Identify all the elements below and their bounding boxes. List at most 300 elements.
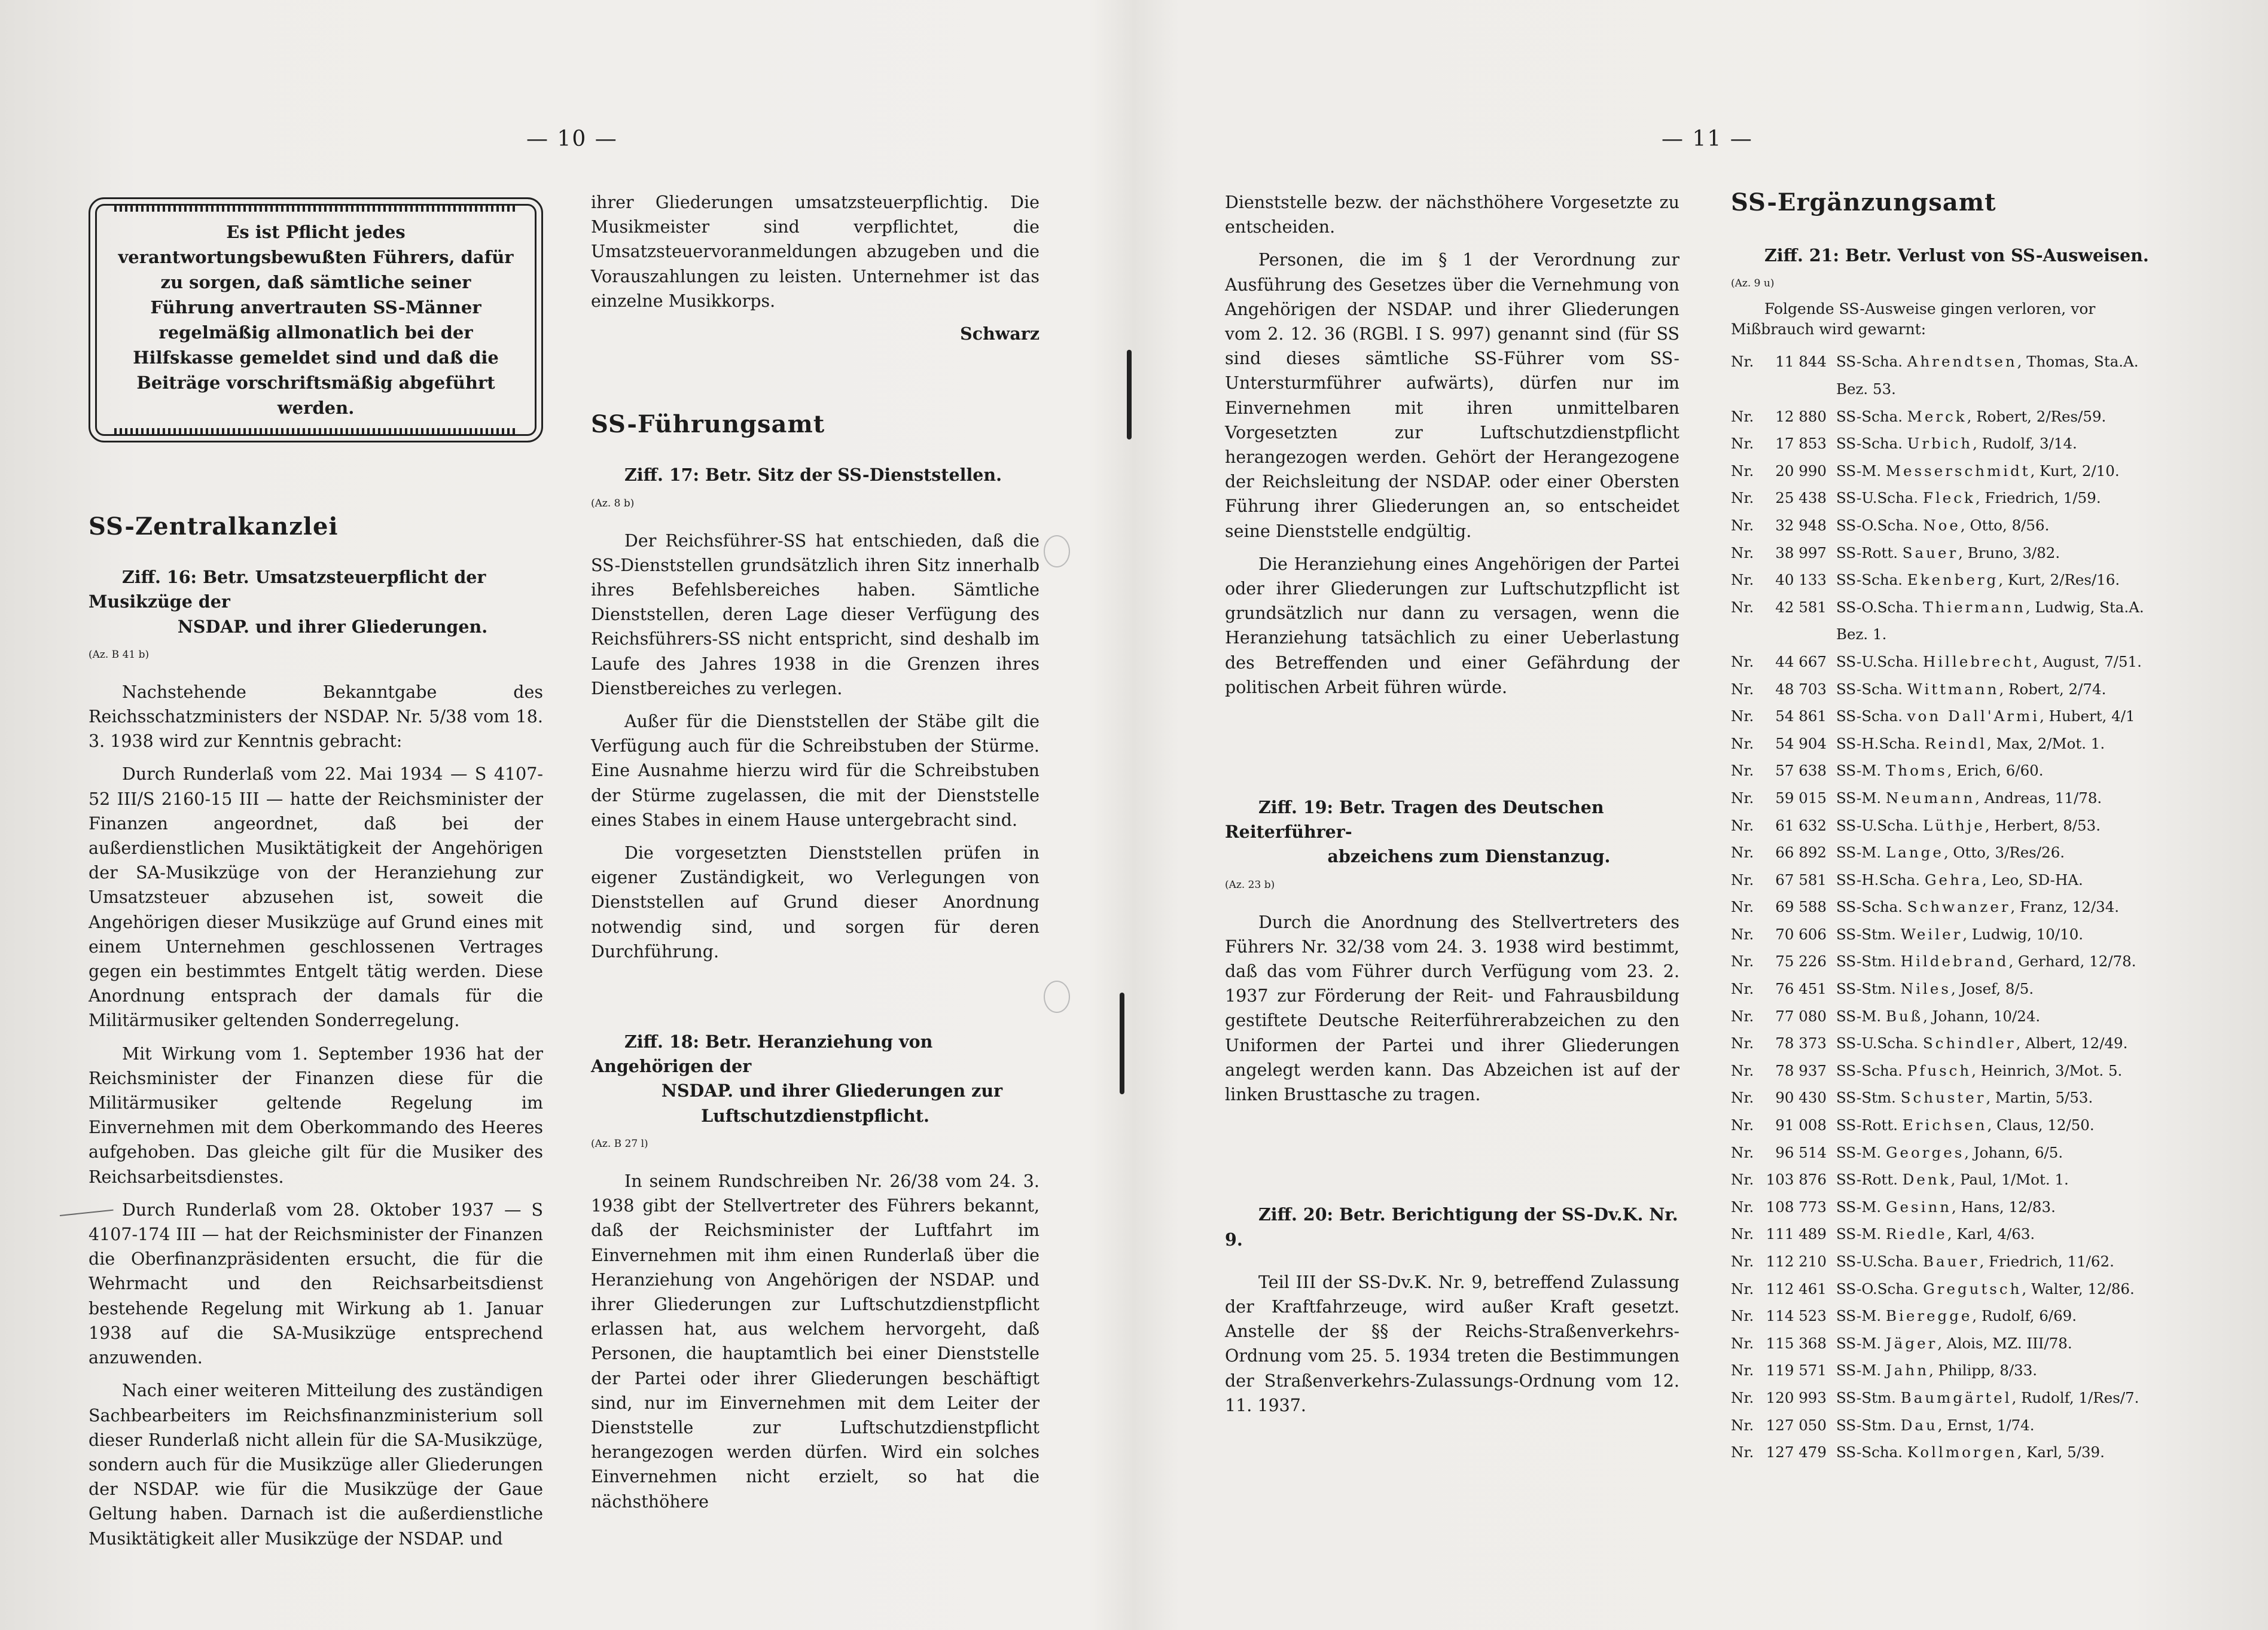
entry-nr-label: Nr. — [1731, 1171, 1754, 1189]
ziff18-title — [591, 1030, 1040, 1128]
list-item — [1731, 975, 2181, 1003]
entry-number: 120 993 — [1766, 1388, 1827, 1406]
entry-text — [1836, 1112, 2181, 1139]
entry-surname: Bauer — [1922, 1253, 1980, 1270]
entry-text — [1836, 1439, 2181, 1466]
entry-text — [1836, 839, 2181, 866]
entry-nr-label: Nr. — [1731, 1443, 1754, 1461]
entry-number: 76 451 — [1775, 980, 1827, 998]
entry-details: , Claus, 12/50. — [1987, 1116, 2095, 1134]
entry-surname: Niles — [1900, 980, 1951, 998]
ziff19-p1: Durch die Anordnung des Stellvertreters des Führers Nr. 32/38 vom 24. 3. 1938 wird bestimmt, daß das vom Führer durch Verfügung vom 23. 2. 1937 zur Förderung der Reit- und Fahrausbildung gestiftete Deutsche Reiterführerabzeichen zu den Uniformen der Partei und ihrer Gliederungen angelegt werden kann. Das Abzeichen ist auf der linken Brusttasche zu tragen. — [1225, 912, 1679, 1105]
entry-number: 32 948 — [1775, 516, 1827, 534]
entry-nr-label: Nr. — [1731, 571, 1754, 589]
entry-nr-label: Nr. — [1731, 980, 1754, 998]
right-column-1 — [1225, 190, 1679, 1426]
entry-surname: Ekenberg — [1907, 571, 1999, 589]
entry-number: 57 638 — [1775, 762, 1827, 780]
entry-rank: SS-M. — [1836, 1198, 1886, 1216]
entry-details: , Martin, 5/53. — [1986, 1089, 2093, 1107]
entry-details: , Albert, 12/49. — [2016, 1034, 2128, 1052]
ziff21-intro: Folgende SS-Ausweise gingen verloren, vor Mißbrauch wird gewarnt: — [1731, 300, 2096, 338]
entry-text — [1836, 594, 2181, 621]
entry-nr-label: Nr. — [1731, 489, 1754, 507]
entry-number: 77 080 — [1775, 1007, 1827, 1025]
entry-text — [1836, 430, 2181, 457]
entry-rank: SS-M. — [1836, 1307, 1886, 1325]
entry-text — [1836, 866, 2181, 894]
list-item — [1731, 1139, 2181, 1167]
entry-number: 67 581 — [1775, 871, 1827, 889]
entry-number: 119 571 — [1766, 1362, 1827, 1379]
entry-details: , August, 7/51. — [2033, 652, 2142, 670]
list-item — [1731, 1439, 2181, 1466]
entry-rank: SS-U.Scha. — [1836, 1253, 1923, 1270]
list-item — [1731, 648, 2181, 676]
entry-rank: SS-O.Scha. — [1836, 516, 1923, 534]
entry-rank: SS-O.Scha. — [1836, 598, 1923, 616]
entry-nr-label: Nr. — [1731, 1416, 1754, 1434]
entry-number: 66 892 — [1775, 844, 1827, 862]
entry-surname: Noe — [1923, 516, 1961, 534]
entry-surname: Pfusch — [1907, 1061, 1972, 1079]
entry-nr-label: Nr. — [1731, 1280, 1754, 1298]
entry-nr-label: Nr. — [1731, 789, 1754, 807]
entry-number: 48 703 — [1775, 680, 1827, 698]
entry-number: 54 861 — [1775, 707, 1827, 725]
entry-text — [1836, 1302, 2181, 1330]
ziff16-ref: (Az. B 41 b) — [89, 648, 150, 661]
list-item — [1731, 921, 2181, 948]
entry-surname: Gregutsch — [1923, 1280, 2022, 1298]
ziff18-p1: In seinem Rundschreiben Nr. 26/38 vom 24. 3. 1938 gibt der Stellvertreter des Führers bekannt, daß der Reichsminister der Luftfahrt im Einvernehmen mit ihm einen Runderlaß über die Heranziehung von Angehörigen der NSDAP. und ihrer Gliederungen zur Luftschutzdienstpflicht erlassen hat, aus welchem hervorgeht, daß Personen, die hauptamtlich bei einer Dienststelle der Partei oder ihrer Gliederungen beschäftigt sind, nur im Einvernehmen mit dem Leiter der Dienststelle zur Luftschutzdienstpflicht herangezogen werden dürfen. Wird ein solches Einvernehmen nicht erzielt, so hat die nächsthöhere — [591, 1171, 1040, 1512]
entry-rank: SS-Stm. — [1836, 980, 1901, 998]
entry-rank: SS-Scha. — [1836, 435, 1907, 453]
entry-details: , Herbert, 8/53. — [1984, 816, 2101, 834]
entry-number: 96 514 — [1775, 1143, 1827, 1161]
list-item — [1731, 839, 2181, 866]
ziff19-title-line: Ziff. 19: Betr. Tragen des Deutschen Reiterführer- — [1225, 797, 1604, 843]
entry-details: , Johann, 10/24. — [1923, 1007, 2041, 1025]
ziff17-p2: Außer für die Dienststellen der Stäbe gilt die Verfügung auch für die Schreibstuben der Stürme. Eine Ausnahme hierzu wird für die Schreibstuben der Stürme zugelassen, die mit der Dienststelle eines Stabes in einem Hause untergebracht sind. — [591, 712, 1040, 830]
entry-text — [1836, 703, 2181, 730]
binding-mark-upper — [1127, 350, 1132, 439]
entry-nr-label: Nr. — [1731, 1253, 1754, 1270]
list-item — [1731, 1112, 2181, 1139]
entry-text — [1836, 1166, 2181, 1193]
entry-rank: SS-Rott. — [1836, 1116, 1903, 1134]
entry-rank: SS-Scha. — [1836, 1061, 1907, 1079]
list-item — [1731, 893, 2181, 921]
list-item — [1731, 730, 2181, 758]
list-item — [1731, 1003, 2181, 1030]
entry-rank: SS-U.Scha. — [1836, 489, 1923, 507]
entry-rank: SS-Scha. — [1836, 353, 1907, 371]
ziff18-ref: (Az. B 27 l) — [591, 1137, 648, 1150]
entry-nr-label: Nr. — [1731, 762, 1754, 780]
ziff16-p1: Nachstehende Bekanntgabe des Reichsschatzministers der NSDAP. Nr. 5/38 vom 18. 3. 1938 wird zur Kenntnis gebracht: — [89, 682, 543, 752]
entry-surname: Schwanzer — [1907, 898, 2011, 916]
entry-surname: Lüthje — [1922, 816, 1985, 834]
entry-text — [1836, 757, 2181, 785]
entry-rank: SS-M. — [1836, 1225, 1886, 1243]
entry-text — [1836, 1330, 2181, 1357]
entry-details: , Otto, 3/Res/26. — [1943, 844, 2065, 862]
entry-nr-label: Nr. — [1731, 1362, 1754, 1379]
entry-details: , Leo, SD-HA. — [1982, 871, 2083, 889]
entry-number: 61 632 — [1775, 816, 1827, 834]
entry-nr-label: Nr. — [1731, 544, 1754, 561]
punch-hole-lower — [1044, 981, 1070, 1013]
entry-text — [1836, 348, 2181, 376]
entry-rank: SS-M. — [1836, 1007, 1886, 1025]
entry-details: , Ludwig, 10/10. — [1962, 925, 2084, 943]
entry-text — [1836, 403, 2181, 431]
entry-details: , Josef, 8/5. — [1950, 980, 2034, 998]
list-item — [1731, 348, 2181, 402]
list-item — [1731, 457, 2181, 485]
entry-nr-label: Nr. — [1731, 816, 1754, 834]
entry-details: , Robert, 2/74. — [1999, 680, 2107, 698]
entry-text — [1836, 1220, 2181, 1248]
entry-text — [1836, 1003, 2181, 1030]
entry-surname: Thiermann — [1923, 598, 2026, 616]
list-item — [1731, 1412, 2181, 1439]
entry-number: 20 990 — [1775, 462, 1827, 480]
list-item — [1731, 430, 2181, 457]
entry-surname: Ahrendtsen — [1907, 353, 2017, 371]
entry-details: , Paul, 1/Mot. 1. — [1950, 1171, 2069, 1189]
entry-number: 44 667 — [1775, 652, 1827, 670]
entry-text — [1836, 730, 2181, 758]
entry-surname: Buß — [1885, 1007, 1923, 1025]
entry-nr-label: Nr. — [1731, 844, 1754, 862]
entry-rank: SS-Scha. — [1836, 707, 1907, 725]
list-item — [1731, 403, 2181, 431]
entry-nr-label: Nr. — [1731, 925, 1754, 943]
entry-surname: Georges — [1885, 1143, 1965, 1161]
entry-number: 111 489 — [1766, 1225, 1827, 1243]
list-item — [1731, 1357, 2181, 1384]
entry-rank: SS-Stm. — [1836, 1416, 1901, 1434]
entry-nr-label: Nr. — [1731, 462, 1754, 480]
entry-nr-label: Nr. — [1731, 1307, 1754, 1325]
entry-rank: SS-Scha. — [1836, 571, 1907, 589]
notice-box-text: Es ist Pflicht jedes verantwortungsbewußten Führers, dafür zu sorgen, daß sämtliche seiner Führung anvertrauten SS-Männer regelmäßig allmonatlich bei der Hilfskasse gemeldet sind und daß die Beiträge vorschriftsmäßig abgeführt werden. — [118, 222, 514, 418]
entry-number: 91 008 — [1775, 1116, 1827, 1134]
entry-text — [1836, 539, 2181, 567]
ziff16-signature: Schwarz — [960, 323, 1040, 344]
entry-rank: SS-M. — [1836, 1143, 1886, 1161]
ziff17-p3: Die vorgesetzten Dienststellen prüfen in eigener Zuständigkeit, wo Verlegungen von Dienststellen auf Grund dieser Anordnung notwendig sind, und sorgen für deren Durchführung. — [591, 843, 1040, 961]
page-number-right: — 11 — — [1662, 127, 1753, 151]
entry-details: , Heinrich, 3/Mot. 5. — [1971, 1061, 2123, 1079]
entry-details: , Alois, MZ. III/78. — [1937, 1334, 2072, 1352]
list-item — [1731, 1384, 2181, 1412]
entry-number: 59 015 — [1775, 789, 1827, 807]
entry-nr-label: Nr. — [1731, 953, 1754, 970]
entry-text — [1836, 648, 2181, 676]
entry-details: , Max, 2/Mot. 1. — [1987, 734, 2105, 752]
entry-text — [1836, 812, 2181, 840]
ziff16-p2: Durch Runderlaß vom 22. Mai 1934 — S 4107-52 III/S 2160-15 III — hatte der Reichsminister der Finanzen angeordnet, daß bei der außerdienstlichen Musiktätigkeit der Angehörigen der SA-Musikzüge von der Heranziehung zur Umsatzsteuer abzusehen ist, soweit die Angehörigen dieser Musikzüge auf Grund eines mit einem Unternehmen geschlossenen Vertrages gegen ein bestimmtes Entgelt tätig werden. Diese Anordnung entsprach der damals für die Militärmusiker geltenden Sonderregelung. — [89, 764, 543, 1031]
entry-details: , Franz, 12/34. — [2010, 898, 2120, 916]
entry-surname: Riedle — [1885, 1225, 1947, 1243]
entry-surname: Urbich — [1907, 435, 1973, 453]
entry-text — [1836, 1057, 2181, 1085]
entry-details: , Friedrich, 11/62. — [1979, 1253, 2114, 1270]
entry-rank: SS-U.Scha. — [1836, 816, 1923, 834]
ziff19-title-sub: abzeichens zum Dienstanzug. — [1327, 846, 1611, 867]
entry-text — [1836, 1084, 2181, 1112]
entry-surname: Thoms — [1885, 762, 1947, 780]
entry-surname: Erichsen — [1902, 1116, 1987, 1134]
entry-continuation: Bez. 1. — [1836, 625, 1887, 643]
entry-text — [1836, 1248, 2181, 1275]
entry-text — [1836, 1412, 2181, 1439]
entry-surname: Hildebrand — [1900, 953, 2009, 970]
entry-nr-label: Nr. — [1731, 1334, 1754, 1352]
entry-details: , Karl, 5/39. — [2017, 1443, 2105, 1461]
ziff17-ref: (Az. 8 b) — [591, 497, 635, 509]
entry-surname: Schindler — [1922, 1034, 2016, 1052]
entry-text — [1836, 484, 2181, 512]
list-item — [1731, 812, 2181, 840]
entry-text — [1836, 893, 2181, 921]
entry-surname: Fleck — [1922, 489, 1976, 507]
entry-number: 103 876 — [1766, 1171, 1827, 1189]
list-item — [1731, 1193, 2181, 1221]
entry-text — [1836, 948, 2181, 975]
entry-surname: Schuster — [1900, 1089, 1986, 1107]
ziff16-p4: Durch Runderlaß vom 28. Oktober 1937 — S 4107-174 III — hat der Reichsminister der Finanzen die Oberfinanzpräsidenten ersucht, die für die Wehrmacht und den Reichsarbeitsdienst bestehende Regelung mit Wirkung ab 1. Januar 1938 auf die SA-Musikzüge entsprechend anzuwenden. — [89, 1199, 543, 1368]
entry-nr-label: Nr. — [1731, 1198, 1754, 1216]
entry-rank: SS-O.Scha. — [1836, 1280, 1923, 1298]
ziff17-p1: Der Reichsführer-SS hat entschieden, daß die SS-Dienststellen grundsätzlich ihren Sitz innerhalb ihres Befehlsbereiches haben. Sämtliche Dienststellen, deren Lage dieser Verfügung des Reichsführers-SS nicht entspricht, sind deshalb im Laufe des Jahres 1938 in die Grenzen ihres Dienstbereiches zu verlegen. — [591, 530, 1040, 698]
list-item — [1731, 1248, 2181, 1275]
ziff20-title: Ziff. 20: Betr. Berichtigung der SS-Dv.K. Nr. 9. — [1225, 1204, 1678, 1250]
entry-details: , Kurt, 2/10. — [2030, 462, 2120, 480]
entry-details: , Johann, 6/5. — [1964, 1143, 2063, 1161]
list-item — [1731, 1030, 2181, 1057]
entry-nr-label: Nr. — [1731, 1143, 1754, 1161]
entry-surname: Weiler — [1900, 925, 1963, 943]
entry-number: 114 523 — [1766, 1307, 1827, 1325]
ziff16-title — [89, 565, 543, 639]
entry-rank: SS-M. — [1836, 1362, 1886, 1379]
entry-text — [1836, 921, 2181, 948]
entry-details: , Walter, 12/86. — [2022, 1280, 2135, 1298]
entry-surname: Bieregge — [1885, 1307, 1973, 1325]
list-item — [1731, 866, 2181, 894]
entry-details: , Rudolf, 1/Res/7. — [2011, 1388, 2139, 1406]
entry-text — [1836, 1193, 2181, 1221]
list-item — [1731, 1220, 2181, 1248]
section-heading-ergaenzungsamt: SS-Ergänzungsamt — [1731, 188, 1996, 216]
list-item — [1731, 539, 2181, 567]
entry-number: 69 588 — [1775, 898, 1827, 916]
list-item — [1731, 1084, 2181, 1112]
entry-rank: SS-Stm. — [1836, 953, 1901, 970]
entry-number: 127 479 — [1766, 1443, 1827, 1461]
entry-text — [1836, 566, 2181, 594]
entry-number: 54 904 — [1775, 734, 1827, 752]
entry-rank: SS-M. — [1836, 462, 1886, 480]
entry-text — [1836, 1030, 2181, 1057]
entry-number: 108 773 — [1766, 1198, 1827, 1216]
entry-details: , Karl, 4/63. — [1947, 1225, 2035, 1243]
entry-nr-label: Nr. — [1731, 516, 1754, 534]
ziff18-title-sub: NSDAP. und ihrer Gliederungen zur Luftschutzdienstpflicht. — [661, 1080, 1003, 1126]
entry-number: 11 844 — [1775, 353, 1827, 371]
ziff16-p5: Nach einer weiteren Mitteilung des zuständigen Sachbearbeiters im Reichsfinanzministerium soll dieser Runderlaß nicht allein für die SA-Musikzüge, sondern auch für die Musikzüge aller Gliederungen der NSDAP. wie für die Musikzüge der Gaue Geltung haben. Darnach ist die außerdienstliche Musiktätigkeit aller Musikzüge der NSDAP. und — [89, 1381, 543, 1549]
entry-number: 70 606 — [1775, 925, 1827, 943]
list-item — [1731, 566, 2181, 594]
entry-details: , Gerhard, 12/78. — [2008, 953, 2136, 970]
entry-number: 115 368 — [1766, 1334, 1827, 1352]
ziff16-title-sub: NSDAP. und ihrer Gliederungen. — [177, 616, 488, 637]
entry-rank: SS-Stm. — [1836, 1089, 1901, 1107]
entry-surname: Gesinn — [1885, 1198, 1952, 1216]
list-item — [1731, 1302, 2181, 1330]
entry-details: , Ernst, 1/74. — [1937, 1416, 2035, 1434]
entry-number: 78 373 — [1775, 1034, 1827, 1052]
entry-text — [1836, 512, 2181, 539]
punch-hole-upper — [1044, 535, 1070, 567]
entry-details: , Hubert, 4/1 — [2040, 707, 2135, 725]
entry-nr-label: Nr. — [1731, 407, 1754, 425]
entry-details: , Bruno, 3/82. — [1958, 544, 2060, 561]
entry-text — [1836, 785, 2181, 812]
section-heading-zentralkanzlei: SS-Zentralkanzlei — [89, 512, 339, 541]
list-item — [1731, 703, 2181, 730]
ziff20-p1: Teil III der SS-Dv.K. Nr. 9, betreffend Zulassung der Kraftfahrzeuge, wird außer Kraft gesetzt. Anstelle der §§ der Reichs-Straßenverkehrs-Ordnung vom 25. 5. 1934 treten die Bestimmungen der Straßenverkehrs-Zulassungs-Ordnung vom 12. 11. 1937. — [1225, 1272, 1679, 1415]
entry-number: 78 937 — [1775, 1061, 1827, 1079]
entry-surname: Merck — [1907, 407, 1967, 425]
entry-nr-label: Nr. — [1731, 1388, 1754, 1406]
entry-surname: Jahn — [1885, 1362, 1929, 1379]
list-item — [1731, 512, 2181, 539]
list-item — [1731, 1057, 2181, 1085]
entry-number: 127 050 — [1766, 1416, 1827, 1434]
notice-box — [89, 197, 543, 442]
entry-number: 12 880 — [1775, 407, 1827, 425]
list-item — [1731, 484, 2181, 512]
entry-text — [1836, 1275, 2181, 1303]
list-item — [1731, 948, 2181, 975]
entry-surname: Dau — [1900, 1416, 1938, 1434]
entry-rank: SS-Rott. — [1836, 1171, 1903, 1189]
entry-surname: von Dall'Armi — [1907, 707, 2040, 725]
left-column-2 — [591, 190, 1040, 1522]
ziff18-cont-p2: Personen, die im § 1 der Verordnung zur Ausführung des Gesetzes über die Vernehmung von Angehörigen der NSDAP. und ihrer Gliederungen vom 2. 12. 36 (RGBl. I S. 997) genannt sind (für SS sind dieses sämtliche SS-Führer vom SS-Untersturmführer aufwärts), dürfen nur im Einvernehmen mit ihren unmittelbaren Vorgesetzten zur Luftschutzdienstpflicht herangezogen werden. Gehört der Herangezogene der Reichsleitung der NSDAP. oder einer Obersten Führung ihrer Gliederungen an, so entscheidet seine Dienststelle endgültig. — [1225, 250, 1679, 541]
entry-nr-label: Nr. — [1731, 871, 1754, 889]
entry-nr-label: Nr. — [1731, 1061, 1754, 1079]
list-item — [1731, 1330, 2181, 1357]
entry-details: , Otto, 8/56. — [1960, 516, 2050, 534]
ziff19-title — [1225, 795, 1679, 869]
ziff18-title-line: Ziff. 18: Betr. Heranziehung von Angehörigen der — [591, 1031, 933, 1077]
entry-rank: SS-Scha. — [1836, 407, 1907, 425]
list-item — [1731, 757, 2181, 785]
entry-details: , Friedrich, 1/59. — [1975, 489, 2101, 507]
ziff18-cont-p1: Dienststelle bezw. der nächsthöhere Vorgesetzte zu entscheiden. — [1225, 193, 1679, 237]
entry-details: , Ludwig, Sta.A. — [2025, 598, 2144, 616]
entry-nr-label: Nr. — [1731, 1116, 1754, 1134]
entry-continuation: Bez. 53. — [1836, 380, 1896, 398]
entry-surname: Messerschmidt — [1885, 462, 2031, 480]
entry-rank: SS-Scha. — [1836, 680, 1907, 698]
entry-surname: Sauer — [1902, 544, 1959, 561]
entry-nr-label: Nr. — [1731, 734, 1754, 752]
entry-rank: SS-U.Scha. — [1836, 1034, 1923, 1052]
entry-rank: SS-M. — [1836, 1334, 1886, 1352]
entry-number: 40 133 — [1775, 571, 1827, 589]
entry-details: , Philipp, 8/33. — [1928, 1362, 2038, 1379]
entry-nr-label: Nr. — [1731, 435, 1754, 453]
entry-nr-label: Nr. — [1731, 707, 1754, 725]
list-item — [1731, 1166, 2181, 1193]
entry-text — [1836, 975, 2181, 1003]
ziff19-ref: (Az. 23 b) — [1225, 878, 1275, 891]
entry-number: 38 997 — [1775, 544, 1827, 561]
entry-rank: SS-Rott. — [1836, 544, 1903, 561]
entry-rank: SS-Stm. — [1836, 1388, 1901, 1406]
entry-nr-label: Nr. — [1731, 1007, 1754, 1025]
ziff21-ref: (Az. 9 u) — [1731, 277, 1775, 290]
entry-surname: Kollmorgen — [1907, 1443, 2017, 1461]
entry-rank: SS-M. — [1836, 789, 1886, 807]
list-item — [1731, 676, 2181, 703]
entry-nr-label: Nr. — [1731, 898, 1754, 916]
entry-details: , Erich, 6/60. — [1947, 762, 2044, 780]
entry-text — [1836, 1357, 2181, 1384]
entry-nr-label: Nr. — [1731, 1034, 1754, 1052]
entry-number: 42 581 — [1775, 598, 1827, 616]
entry-number: 75 226 — [1775, 953, 1827, 970]
entry-rank: SS-Scha. — [1836, 1443, 1907, 1461]
entry-nr-label: Nr. — [1731, 1225, 1754, 1243]
entry-rank: SS-H.Scha. — [1836, 871, 1925, 889]
entry-number: 25 438 — [1775, 489, 1827, 507]
lost-id-list — [1731, 348, 2181, 1466]
section-heading-fuehrungsamt: SS-Führungsamt — [591, 410, 825, 439]
list-item — [1731, 594, 2181, 648]
entry-nr-label: Nr. — [1731, 598, 1754, 616]
entry-text — [1836, 676, 2181, 703]
entry-nr-label: Nr. — [1731, 1089, 1754, 1107]
entry-surname: Wittmann — [1907, 680, 1999, 698]
list-item — [1731, 1275, 2181, 1303]
entry-surname: Reindl — [1924, 734, 1987, 752]
entry-number: 112 210 — [1766, 1253, 1827, 1270]
entry-surname: Jäger — [1885, 1334, 1938, 1352]
entry-nr-label: Nr. — [1731, 353, 1754, 371]
ziff17-title: Ziff. 17: Betr. Sitz der SS-Dienststellen. — [624, 465, 1002, 486]
entry-rank: SS-U.Scha. — [1836, 652, 1923, 670]
entry-details: , Kurt, 2/Res/16. — [1998, 571, 2120, 589]
entry-details: , Rudolf, 6/69. — [1972, 1307, 2077, 1325]
entry-surname: Baumgärtel — [1900, 1388, 2012, 1406]
ziff16-p3: Mit Wirkung vom 1. September 1936 hat der Reichsminister der Finanzen diese für die Militärmusiker geltende Regelung im Einvernehmen mit dem Oberkommando des Heeres aufgehoben. Das gleiche gilt für die Musiker des Reichsarbeitsdienstes. — [89, 1043, 543, 1187]
entry-rank: SS-Stm. — [1836, 925, 1901, 943]
entry-text — [1836, 1139, 2181, 1167]
entry-text — [1836, 457, 2181, 485]
entry-nr-label: Nr. — [1731, 680, 1754, 698]
list-item — [1731, 785, 2181, 812]
ziff16-p6: ihrer Gliederungen umsatzsteuerpflichtig. Die Musikmeister sind verpflichtet, die Umsatzsteuervoranmeldungen abzugeben und die Vorauszahlungen zu leisten. Unternehmer ist das einzelne Musikkorps. — [591, 193, 1040, 311]
entry-surname: Hillebrecht — [1922, 652, 2034, 670]
